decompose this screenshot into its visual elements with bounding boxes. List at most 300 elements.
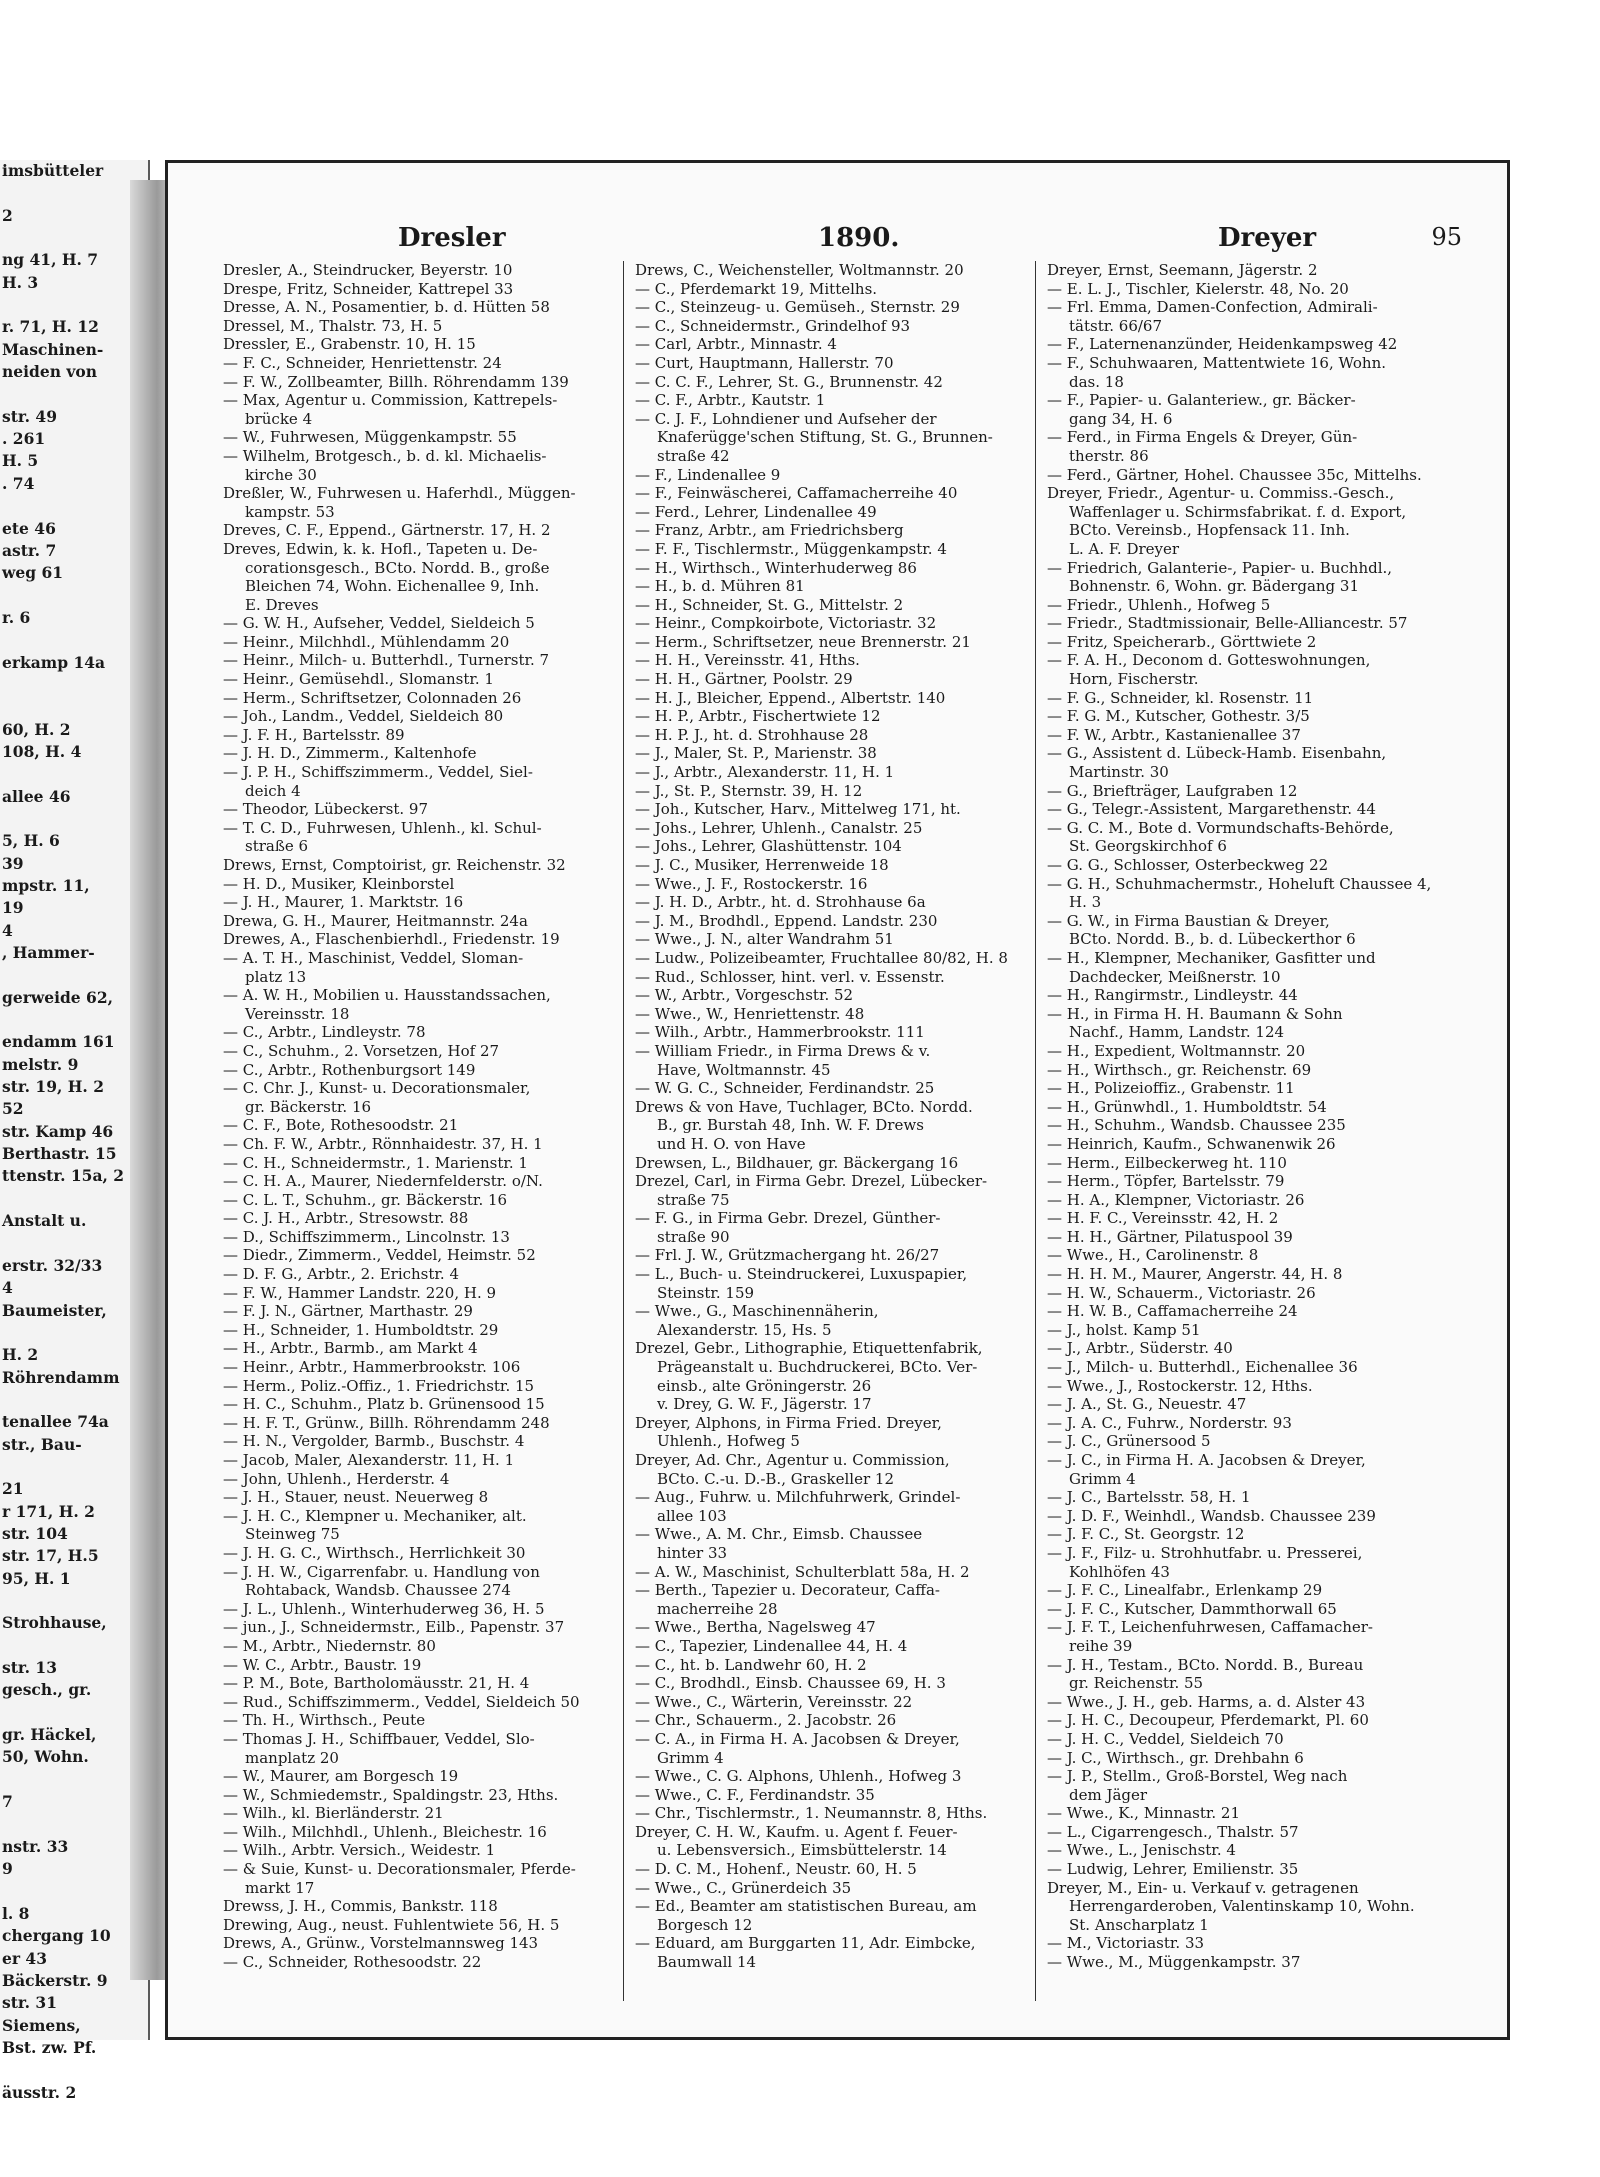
col1-entry: deich 4 [245,781,301,800]
col1-entry: — J. H. C., Klempner u. Mechaniker, alt. [223,1506,527,1525]
col1-entry: — P. M., Bote, Bartholomäusstr. 21, H. 4 [223,1674,530,1693]
col3-entry: — J. H. C., Decoupeur, Pferdemarkt, Pl. 60 [1047,1711,1369,1730]
col2-entry: — Ferd., Lehrer, Lindenallee 49 [635,502,877,521]
col2-entry: — Johs., Lehrer, Glashüttenstr. 104 [635,837,902,856]
col3-entry: — Wwe., J. H., geb. Harms, a. d. Alster 43 [1047,1692,1366,1711]
col2-entry: — Aug., Fuhrw. u. Milchfuhrwerk, Grindel- [635,1488,961,1507]
col1-entry: — W., Schmiedemstr., Spaldingstr. 23, Hths. [223,1785,559,1804]
facing-page-line [0,1188,148,1210]
col1-entry: — Wilh., kl. Bierländerstr. 21 [223,1804,444,1823]
col1-entry: straße 6 [245,837,309,856]
facing-page-line [0,383,148,405]
col2-entry: allee 103 [657,1506,727,1525]
col3-entry: — H., in Firma H. H. Baumann & Sohn [1047,1004,1343,1023]
facing-page-line: H. 2 [2,1345,39,1365]
col1-entry: — C., Schuhm., 2. Vorsetzen, Hof 27 [223,1041,500,1060]
col1-entry: — J. H., Stauer, neust. Neuerweg 8 [223,1488,489,1507]
col2-entry: — W. G. C., Schneider, Ferdinandstr. 25 [635,1079,935,1098]
col1-entry: markt 17 [245,1878,315,1897]
col1-entry: — W., Maurer, am Borgesch 19 [223,1767,459,1786]
col3-entry: — J. F. C., Kutscher, Dammthorwall 65 [1047,1599,1337,1618]
col3-entry: — J. H., Testam., BCto. Nordd. B., Bureau [1047,1655,1364,1674]
facing-page-line: weg 61 [2,563,64,583]
col1-entry: Drewa, G. H., Maurer, Heitmannstr. 24a [223,911,528,930]
col2-entry: v. Drey, G. W. F., Jägerstr. 17 [657,1395,872,1414]
facing-page-line: Baumeister, [2,1300,107,1320]
col2-entry: — Wwe., C., Wärterin, Vereinsstr. 22 [635,1692,913,1711]
col3-entry: — H., Grünwhdl., 1. Humboldtstr. 54 [1047,1097,1327,1116]
col2-entry: Dreyer, C. H. W., Kaufm. u. Agent f. Feuer- [635,1822,958,1841]
facing-page-line: 95, H. 1 [2,1568,71,1588]
col1-entry: Vereinsstr. 18 [245,1004,350,1023]
col2-entry: — J., Maler, St. P., Marienstr. 38 [635,744,877,763]
col3-entry: — J. P., Stellm., Groß-Borstel, Weg nach [1047,1767,1348,1786]
col2-entry: straße 90 [657,1227,730,1246]
facing-page-line: str. 19, H. 2 [2,1077,105,1097]
col3-entry: tätstr. 66/67 [1069,316,1163,335]
col3-entry: — L., Cigarrengesch., Thalstr. 57 [1047,1822,1299,1841]
header-year: 1890. [818,223,900,253]
col2-entry: Alexanderstr. 15, Hs. 5 [657,1320,832,1339]
facing-page-line [0,1322,148,1344]
col1-entry: — A. W. H., Mobilien u. Hausstandssachen, [223,986,551,1005]
col3-entry: Herrengarderoben, Valentinskamp 10, Wohn. [1069,1897,1415,1916]
directory-page [165,160,1510,2040]
col1-entry: — John, Uhlenh., Herderstr. 4 [223,1469,450,1488]
facing-page-line [0,696,148,718]
col1-entry: — Joh., Landm., Veddel, Sieldeich 80 [223,707,504,726]
facing-page-line: 50, Wohn. [2,1747,89,1767]
col1-entry: Drews, A., Grünw., Vorstelmannsweg 143 [223,1934,539,1953]
col2-entry: — Wwe., J. F., Rostockerstr. 16 [635,874,868,893]
facing-page-line: str., Bau- [2,1434,82,1454]
col2-entry: Drews & von Have, Tuchlager, BCto. Nordd. [635,1097,973,1116]
col3-entry: — H., Polizeioffiz., Grabenstr. 11 [1047,1079,1295,1098]
col2-entry: — Wwe., C. F., Ferdinandstr. 35 [635,1785,875,1804]
facing-page-line [0,495,148,517]
facing-page-line: str. Kamp 46 [2,1121,114,1141]
col3-entry: — Herm., Töpfer, Bartelsstr. 79 [1047,1172,1285,1191]
col3-entry: — J. H. C., Veddel, Sieldeich 70 [1047,1729,1284,1748]
col3-entry: — Heinrich, Kaufm., Schwanenwik 26 [1047,1134,1336,1153]
facing-page-line [0,1880,148,1902]
facing-page-line: , Hammer- [2,943,95,963]
col1-entry: — F. C., Schneider, Henriettenstr. 24 [223,353,502,372]
col2-entry: — Wwe., G., Maschinennäherin, [635,1302,879,1321]
col3-entry: — J., Milch- u. Butterhdl., Eichenallee 36 [1047,1358,1358,1377]
col1-entry: — jun., J., Schneidermstr., Eilb., Papenstr. 37 [223,1618,565,1637]
facing-page-line: 52 [2,1099,24,1119]
facing-page-line: Bäckerstr. 9 [2,1970,108,1990]
col3-entry: H. 3 [1069,893,1102,912]
col2-entry: — Heinr., Compkoirbote, Victoriastr. 32 [635,614,937,633]
col3-entry: — Friedr., Stadtmissionair, Belle-Alliancestr. 57 [1047,614,1408,633]
col2-entry: — L., Buch- u. Steindruckerei, Luxuspapier, [635,1265,968,1284]
col1-entry: Drewss, J. H., Commis, Bankstr. 118 [223,1897,498,1916]
col3-entry: gr. Reichenstr. 55 [1069,1674,1204,1693]
col2-entry: — Wwe., A. M. Chr., Eimsb. Chaussee [635,1525,923,1544]
facing-page-line: 108, H. 4 [2,741,82,761]
facing-page-line: Siemens, [2,2015,81,2035]
facing-page-line: imsbütteler [2,161,104,180]
col3-entry: — G. G., Schlosser, Osterbeckweg 22 [1047,856,1329,874]
col2-entry: macherreihe 28 [657,1599,778,1618]
col3-entry: — H., Expedient, Woltmannstr. 20 [1047,1041,1306,1060]
col2-entry: straße 42 [657,446,730,465]
col3-entry: — G., Telegr.-Assistent, Margarethenstr. 44 [1047,800,1376,819]
col2-entry: BCto. C.-u. D.-B., Graskeller 12 [657,1469,894,1488]
col1-entry: Bleichen 74, Wohn. Eichenallee 9, Inh. [245,577,540,596]
col2-entry: — Curt, Hauptmann, Hallerstr. 70 [635,353,894,372]
col2-entry: — Ludw., Polizeibeamter, Fruchtallee 80/82, H. 8 [635,948,1008,967]
column-1 [223,261,624,2001]
facing-page-line [0,1702,148,1724]
col3-entry: dem Jäger [1069,1785,1148,1804]
col1-entry: — J. H., Maurer, 1. Marktstr. 16 [223,893,464,912]
col3-entry: — F., Papier- u. Galanteriew., gr. Bäcker- [1047,391,1356,410]
col1-entry: Dreves, Edwin, k. k. Hofl., Tapeten u. De- [223,539,538,558]
col2-entry: — C., Schneidermstr., Grindelhof 93 [635,316,911,335]
col3-entry: — Wwe., M., Müggenkampstr. 37 [1047,1953,1301,1972]
facing-page-line: Anstalt u. [2,1211,87,1231]
col2-entry: einsb., alte Gröningerstr. 26 [657,1376,872,1395]
col1-entry: E. Dreves [245,595,319,614]
col2-entry: — H. H., Vereinsstr. 41, Hths. [635,651,860,670]
col3-entry: Dreyer, M., Ein- u. Verkauf v. getragenen [1047,1878,1359,1897]
col2-entry: — J. C., Musiker, Herrenweide 18 [635,856,889,874]
col1-entry: Dresler, A., Steindrucker, Beyerstr. 10 [223,261,513,279]
col1-entry: — & Suie, Kunst- u. Decorationsmaler, Pferde- [223,1860,576,1879]
col1-entry: — W. C., Arbtr., Baustr. 19 [223,1655,422,1674]
col3-entry: — Friedr., Uhlenh., Hofweg 5 [1047,595,1271,614]
col2-entry: — Franz, Arbtr., am Friedrichsberg [635,521,904,540]
facing-page-line [0,1009,148,1031]
facing-page-line: ttenstr. 15a, 2 [2,1166,125,1186]
col1-entry: — H. D., Musiker, Kleinborstel [223,874,455,893]
col1-entry: — C. H. A., Maurer, Niedernfelderstr. o/N. [223,1172,543,1191]
col2-entry: B., gr. Burstah 48, Inh. W. F. Drews [657,1116,924,1135]
col1-entry: Drewing, Aug., neust. Fuhlentwiete 56, H. 5 [223,1915,560,1934]
col3-entry: — H. A., Klempner, Victoriastr. 26 [1047,1190,1305,1209]
col3-entry: — J. F. C., St. Georgstr. 12 [1047,1525,1245,1544]
col1-entry: manplatz 20 [245,1748,339,1767]
facing-page-line [0,1389,148,1411]
col1-entry: — T. C. D., Fuhrwesen, Uhlenh., kl. Schul- [223,818,542,837]
col3-entry: Bohnenstr. 6, Wohn. gr. Bädergang 31 [1069,577,1360,596]
col1-entry: — C. J. H., Arbtr., Stresowstr. 88 [223,1209,469,1228]
col1-entry: — J. P. H., Schiffszimmerm., Veddel, Siel- [223,763,533,782]
facing-page-line: r 171, H. 2 [2,1501,95,1521]
col2-entry: Drezel, Gebr., Lithographie, Etiquettenfabrik, [635,1339,983,1358]
col1-entry: — C., Schneider, Rothesoodstr. 22 [223,1953,482,1972]
col3-entry: — G. H., Schuhmachermstr., Hoheluft Chaussee 4, [1047,874,1432,893]
col2-entry: — H., b. d. Mühren 81 [635,577,805,596]
col2-entry: — Rud., Schlosser, hint. verl. v. Essenstr. [635,967,945,986]
facing-page-line: Röhrendamm [2,1367,120,1387]
facing-page-line [0,1813,148,1835]
col1-entry: — H. N., Vergolder, Barmb., Buschstr. 4 [223,1432,525,1451]
facing-page-line [0,1456,148,1478]
col2-entry: — W., Arbtr., Vorgeschstr. 52 [635,986,854,1005]
col1-entry: Drewes, A., Flaschenbierhdl., Friedenstr. 19 [223,930,560,949]
facing-page-line: 4 [2,1278,13,1298]
col1-entry: — F. J. N., Gärtner, Marthastr. 29 [223,1302,473,1321]
col1-entry: — Max, Agentur u. Commission, Kattrepels- [223,391,558,410]
col3-entry: — F. G. M., Kutscher, Gothestr. 3/5 [1047,707,1310,726]
col2-entry: Knaferügge'schen Stiftung, St. G., Brunnen- [657,428,993,447]
facing-page-line [0,585,148,607]
col1-entry: — C., Arbtr., Lindleystr. 78 [223,1023,426,1042]
header-right-keyword: Dreyer [1218,223,1317,253]
col1-entry: — J. H. D., Zimmerm., Kaltenhofe [223,744,477,763]
col3-entry: — Fritz, Speicherarb., Görttwiete 2 [1047,632,1317,651]
facing-page-line [0,674,148,696]
col2-entry: — C. A., in Firma H. A. Jacobsen & Dreyer, [635,1729,960,1748]
col2-entry: — C., Pferdemarkt 19, Mittelhs. [635,279,878,298]
facing-page-line: erstr. 32/33 [2,1255,103,1275]
col3-entry: — H., Klempner, Mechaniker, Gasfitter und [1047,948,1376,967]
col3-entry: — H., Wirthsch., gr. Reichenstr. 69 [1047,1060,1312,1079]
col3-entry: — Ferd., in Firma Engels & Dreyer, Gün- [1047,428,1358,447]
col2-entry: — Frl. J. W., Grützmachergang ht. 26/27 [635,1246,940,1265]
col3-entry: St. Georgskirchhof 6 [1069,837,1227,856]
facing-page-line: l. 8 [2,1903,30,1923]
col1-entry: platz 13 [245,967,307,986]
col3-entry: — J. C., Grünersood 5 [1047,1432,1211,1451]
col2-entry: — Wilh., Arbtr., Hammerbrookstr. 111 [635,1023,925,1042]
col3-entry: — J. D. F., Weinhdl., Wandsb. Chaussee 239 [1047,1506,1376,1525]
col1-entry: — Heinr., Arbtr., Hammerbrookstr. 106 [223,1358,521,1377]
facing-page-line: erkamp 14a [2,652,106,672]
col2-entry: — C., Brodhdl., Einsb. Chaussee 69, H. 3 [635,1674,946,1693]
col3-entry: — J. A. C., Fuhrw., Norderstr. 93 [1047,1413,1292,1432]
col3-entry: — G., Briefträger, Laufgraben 12 [1047,781,1298,800]
facing-page-line: Maschinen- [2,339,104,359]
facing-page-line: 4 [2,920,13,940]
col3-entry: — Ferd., Gärtner, Hohel. Chaussee 35c, Mittelhs. [1047,465,1422,484]
col2-entry: — F., Feinwäscherei, Caffamacherreihe 40 [635,484,958,503]
header-left-keyword: Dresler [398,223,506,253]
col2-entry: — Wwe., J. N., alter Wandrahm 51 [635,930,894,949]
facing-page-line: ete 46 [2,518,56,538]
col3-entry: — J. C., Bartelsstr. 58, H. 1 [1047,1488,1251,1507]
col2-entry: — H. H., Gärtner, Poolstr. 29 [635,670,853,689]
col3-entry: — H. W. B., Caffamacherreihe 24 [1047,1302,1298,1321]
col3-entry: — J. F., Filz- u. Strohhutfabr. u. Presserei, [1047,1543,1363,1562]
facing-page-line: Bst. zw. Pf. [2,2037,97,2057]
col2-entry: — Eduard, am Burggarten 11, Adr. Eimbcke, [635,1934,976,1953]
facing-page-line: str. 31 [2,1993,57,2013]
col1-entry: Dressler, E., Grabenstr. 10, H. 15 [223,335,476,354]
facing-page-line: astr. 7 [2,540,57,560]
facing-page-line [0,1590,148,1612]
col3-entry: — J. C., in Firma H. A. Jacobsen & Dreyer, [1047,1451,1366,1469]
col1-entry: Rohtaback, Wandsb. Chaussee 274 [245,1581,511,1600]
col2-entry: — Wwe., Bertha, Nagelsweg 47 [635,1618,876,1637]
col1-entry: — J. L., Uhlenh., Winterhuderweg 36, H. 5 [223,1599,545,1618]
col3-entry: L. A. F. Dreyer [1069,539,1180,558]
col1-entry: Drews, Ernst, Comptoirist, gr. Reichenstr. 32 [223,856,566,874]
col1-entry: — Thomas J. H., Schiffbauer, Veddel, Slo- [223,1729,535,1748]
col3-entry: — G., Assistent d. Lübeck-Hamb. Eisenbahn, [1047,744,1387,763]
facing-page-line: gesch., gr. [2,1680,92,1700]
col1-entry: — Th. H., Wirthsch., Peute [223,1711,426,1730]
col3-entry: — Wwe., J., Rostockerstr. 12, Hths. [1047,1376,1313,1395]
col3-entry: Waffenlager u. Schirmsfabrikat. f. d. Export, [1069,502,1407,521]
col2-entry: — C. F., Arbtr., Kautstr. 1 [635,391,826,410]
col1-entry: — Heinr., Milch- u. Butterhdl., Turnerstr. 7 [223,651,550,670]
facing-page-line: äusstr. 2 [2,2082,77,2102]
col3-entry: Martinstr. 30 [1069,763,1169,782]
col1-entry: — Herm., Schriftsetzer, Colonnaden 26 [223,688,522,707]
col1-entry: — H., Arbtr., Barmb., am Markt 4 [223,1339,478,1358]
col3-entry: Horn, Fischerstr. [1069,670,1199,689]
col3-entry: — J. C., Wirthsch., gr. Drehbahn 6 [1047,1748,1304,1767]
col3-entry: das. 18 [1069,372,1124,391]
col2-entry: Drews, C., Weichensteller, Woltmannstr. 20 [635,261,964,279]
col1-entry: Drespe, Fritz, Schneider, Kattrepel 33 [223,279,514,298]
col3-entry: Nachf., Hamm, Landstr. 124 [1069,1023,1285,1042]
col1-entry: gr. Bäckerstr. 16 [245,1097,372,1116]
col3-entry: — J. F. T., Leichenfuhrwesen, Caffamacher- [1047,1618,1373,1637]
col1-entry: — A. T. H., Maschinist, Veddel, Sloman- [223,948,524,967]
col2-entry: und H. O. von Have [657,1134,806,1153]
col3-entry: — Friedrich, Galanterie-, Papier- u. Buchhdl., [1047,558,1393,577]
col3-entry: — F. G., Schneider, kl. Rosenstr. 11 [1047,688,1314,707]
col1-entry: — F. W., Zollbeamter, Billh. Röhrendamm 139 [223,372,569,391]
col1-entry: — H. C., Schuhm., Platz b. Grünensood 15 [223,1395,545,1414]
facing-page-line: Strohhause, [2,1613,107,1633]
col3-entry: — H., Schuhm., Wandsb. Chaussee 235 [1047,1116,1346,1135]
facing-page-line [0,182,148,204]
col3-entry: — F., Schuhwaaren, Mattentwiete 16, Wohn. [1047,353,1387,372]
col2-entry: — Ed., Beamter am statistischen Bureau, am [635,1897,977,1916]
col2-entry: — Herm., Schriftsetzer, neue Brennerstr. 21 [635,632,971,651]
col2-entry: — C. C. F., Lehrer, St. G., Brunnenstr. 42 [635,372,943,391]
facing-page-line: 19 [2,898,24,918]
col3-entry: — H. H. M., Maurer, Angerstr. 44, H. 8 [1047,1265,1343,1284]
facing-page-line [0,808,148,830]
col3-entry: — H. W., Schauerm., Victoriastr. 26 [1047,1283,1316,1302]
col1-entry: — D., Schiffszimmerm., Lincolnstr. 13 [223,1227,510,1246]
col2-entry: — H., Wirthsch., Winterhuderweg 86 [635,558,917,577]
col3-entry: — Wwe., K., Minnastr. 21 [1047,1804,1241,1823]
col1-entry: — C. H., Schneidermstr., 1. Marienstr. 1 [223,1153,528,1172]
facing-page-line [0,1635,148,1657]
facing-page-line: 21 [2,1479,24,1499]
col2-entry: — F. G., in Firma Gebr. Drezel, Günther- [635,1209,941,1228]
page-header [218,223,1462,255]
facing-page-line [0,964,148,986]
col1-entry: — C. L. T., Schuhm., gr. Bäckerstr. 16 [223,1190,508,1209]
col2-entry: — Chr., Schauerm., 2. Jacobstr. 26 [635,1711,897,1730]
col3-entry: — J., Arbtr., Süderstr. 40 [1047,1339,1233,1358]
facing-page-line: chergang 10 [2,1926,111,1946]
facing-page-line: endamm 161 [2,1032,115,1052]
col3-entry: BCto. Nordd. B., b. d. Lübeckerthor 6 [1069,930,1356,949]
col2-entry: — C., Tapezier, Lindenallee 44, H. 4 [635,1636,908,1655]
facing-page-line: er 43 [2,1948,47,1968]
col1-entry: — Ch. F. W., Arbtr., Rönnhaidestr. 37, H. 1 [223,1134,543,1153]
facing-page-line [0,763,148,785]
col2-entry: — J. M., Brodhdl., Eppend. Landstr. 230 [635,911,938,930]
facing-page-line: r. 71, H. 12 [2,317,99,337]
facing-page-line: . 261 [2,429,46,449]
facing-page-line [0,2059,148,2081]
col2-entry: — C., ht. b. Landwehr 60, H. 2 [635,1655,867,1674]
col2-entry: — J., St. P., Sternstr. 39, H. 12 [635,781,863,800]
col1-entry: kirche 30 [245,465,317,484]
col3-entry: gang 34, H. 6 [1069,409,1173,428]
facing-page-line: str. 17, H.5 [2,1546,99,1566]
col3-entry: — E. L. J., Tischler, Kielerstr. 48, No. 20 [1047,279,1349,298]
col1-entry: Steinweg 75 [245,1525,340,1544]
col3-entry: — J. F. C., Linealfabr., Erlenkamp 29 [1047,1581,1323,1600]
col2-entry: Baumwall 14 [657,1953,757,1972]
col2-entry: — A. W., Maschinist, Schulterblatt 58a, H. 2 [635,1562,970,1581]
facing-page-line: str. 13 [2,1658,57,1678]
col2-entry: Steinstr. 159 [657,1283,755,1302]
col2-entry: — D. C. M., Hohenf., Neustr. 60, H. 5 [635,1860,917,1879]
col3-entry: Grimm 4 [1069,1469,1136,1488]
col1-entry: — Wilh., Arbtr. Versich., Weidestr. 1 [223,1841,496,1860]
col1-entry: — H., Schneider, 1. Humboldtstr. 29 [223,1320,499,1339]
facing-page-line [0,294,148,316]
col1-entry: Dressel, M., Thalstr. 73, H. 5 [223,316,443,335]
col2-entry: Drezel, Carl, in Firma Gebr. Drezel, Lübecker- [635,1172,988,1191]
col1-entry: — D. F. G., Arbtr., 2. Erichstr. 4 [223,1265,460,1284]
facing-page-line: r. 6 [2,607,31,627]
col1-entry: — C., Arbtr., Rothenburgsort 149 [223,1060,476,1079]
col2-entry: — Wwe., C., Grünerdeich 35 [635,1878,852,1897]
col3-entry: — Wwe., H., Carolinenstr. 8 [1047,1246,1259,1265]
col2-entry: — J., Arbtr., Alexanderstr. 11, H. 1 [635,763,895,782]
col3-entry: — Herm., Eilbeckerweg ht. 110 [1047,1153,1287,1172]
col2-entry: — Joh., Kutscher, Harv., Mittelweg 171, ht. [635,800,961,819]
col1-entry: — Jacob, Maler, Alexanderstr. 11, H. 1 [223,1451,515,1469]
col3-entry: — M., Victoriastr. 33 [1047,1934,1205,1953]
facing-page-line [0,1769,148,1791]
facing-page-line: gr. Häckel, [2,1725,97,1745]
col3-entry: — F., Laternenanzünder, Heidenkampsweg 42 [1047,335,1398,354]
col1-entry: — Heinr., Gemüsehdl., Slomanstr. 1 [223,670,494,689]
col2-entry: — H., Schneider, St. G., Mittelstr. 2 [635,595,904,614]
col2-entry: — H. J., Bleicher, Eppend., Albertstr. 140 [635,688,946,707]
col2-entry: — H. P. J., ht. d. Strohhause 28 [635,725,869,744]
col1-entry: — Diedr., Zimmerm., Veddel, Heimstr. 52 [223,1246,536,1265]
col1-entry: — J. H. W., Cigarrenfabr. u. Handlung von [223,1562,540,1581]
col1-entry: — J. H. G. C., Wirthsch., Herrlichkeit 30 [223,1543,526,1562]
page-number: 95 [1431,223,1462,251]
col1-entry: — J. F. H., Bartelsstr. 89 [223,725,405,744]
col3-entry: — Frl. Emma, Damen-Confection, Admirali- [1047,298,1378,317]
col2-entry: — Carl, Arbtr., Minnastr. 4 [635,335,837,354]
facing-page-line: 5, H. 6 [2,831,60,851]
col2-entry: Dreyer, Ad. Chr., Agentur u. Commission, [635,1451,950,1469]
col2-entry: — Berth., Tapezier u. Decorateur, Caffa- [635,1581,940,1600]
col2-entry: Grimm 4 [657,1748,724,1767]
col1-entry: — Theodor, Lübeckerst. 97 [223,800,429,819]
col1-entry: — C. F., Bote, Rothesoodstr. 21 [223,1116,459,1135]
col2-entry: — Johs., Lehrer, Uhlenh., Canalstr. 25 [635,818,923,837]
facing-page-line: 7 [2,1792,13,1812]
facing-page-line [0,629,148,651]
facing-page-line: neiden von [2,362,97,382]
col3-entry: Dreyer, Ernst, Seemann, Jägerstr. 2 [1047,261,1318,279]
col2-entry: Have, Woltmannstr. 45 [657,1060,831,1079]
col1-entry: kampstr. 53 [245,502,335,521]
col2-entry: — F., Lindenallee 9 [635,465,781,484]
